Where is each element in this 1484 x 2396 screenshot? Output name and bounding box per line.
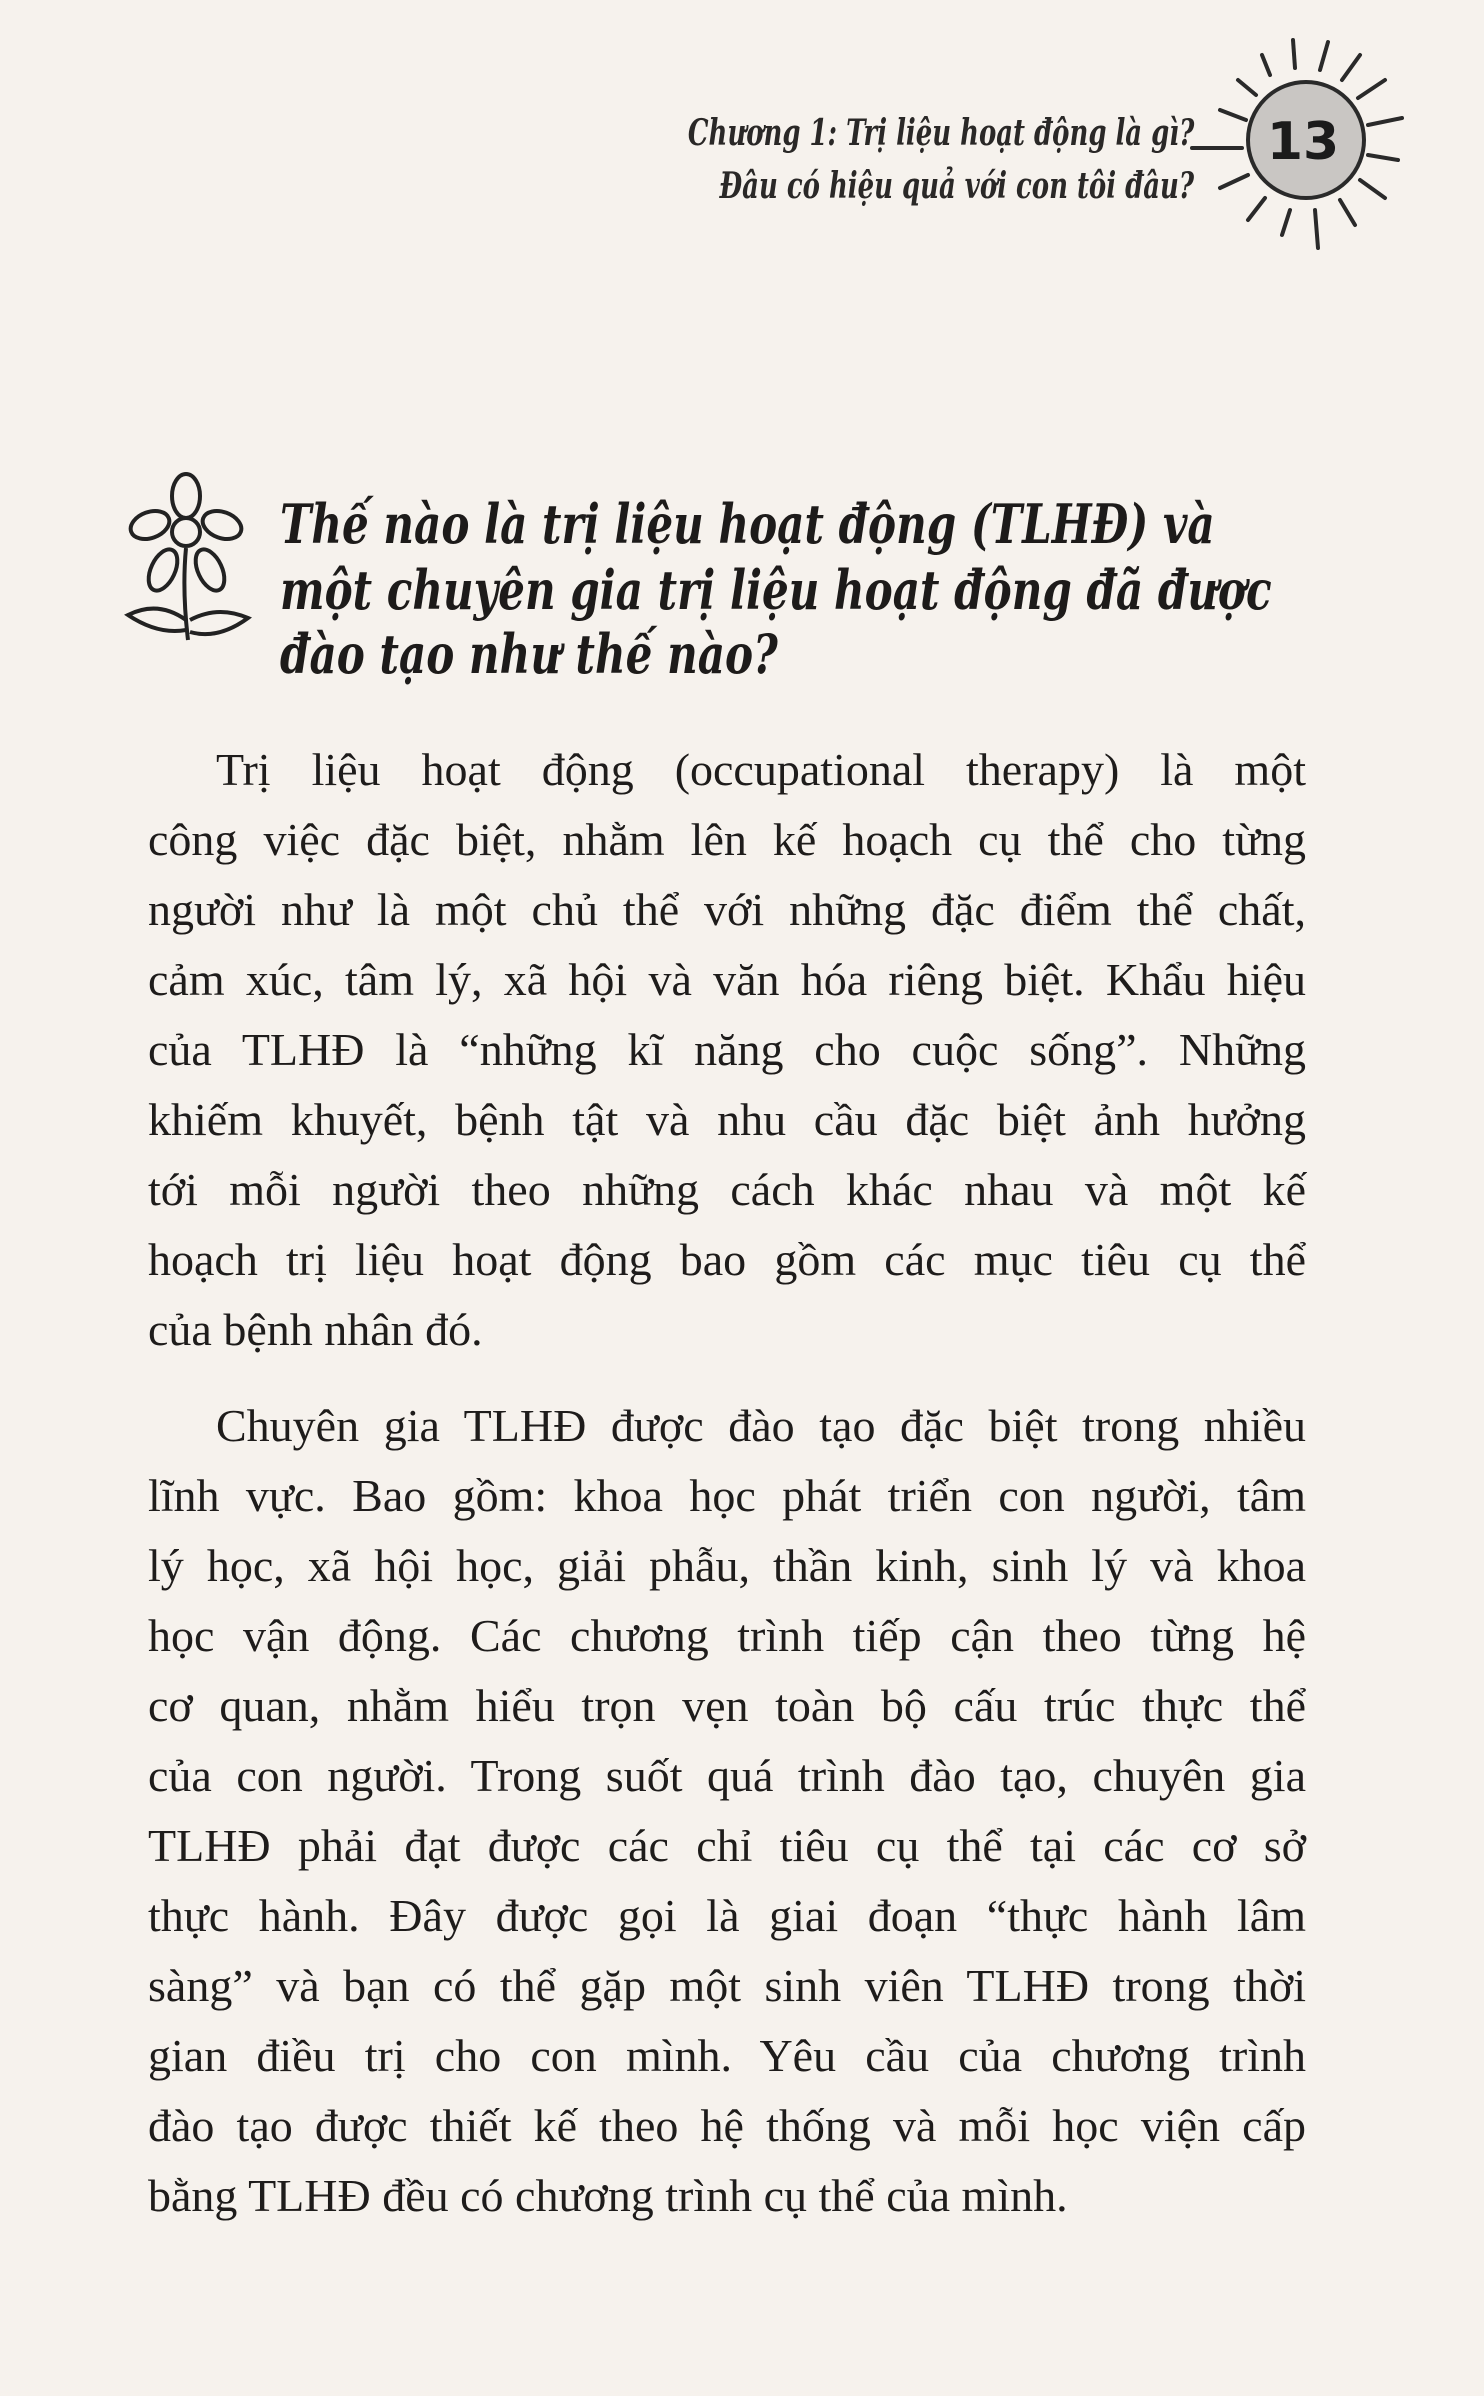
text-line: cảm xúc, tâm lý, xã hội và văn hóa riêng biệt. Khẩu hiệu <box>148 954 1306 1005</box>
text-line: của bệnh nhân đó. <box>148 1304 483 1355</box>
text-line: gian điều trị cho con mình. Yêu cầu của chương trình <box>148 2030 1306 2081</box>
text-line: công việc đặc biệt, nhằm lên kế hoạch cụ thể cho từng <box>148 814 1306 865</box>
text-line: của con người. Trong suốt quá trình đào tạo, chuyên gia <box>148 1750 1306 1801</box>
text-line: cơ quan, nhằm hiểu trọn vẹn toàn bộ cấu trúc thực thể <box>148 1680 1306 1731</box>
heading-line: Thế nào là trị liệu hoạt động (TLHĐ) và <box>280 492 1215 556</box>
heading-line: một chuyên gia trị liệu hoạt động đã được <box>280 558 1272 622</box>
text-line: của TLHĐ là “những kĩ năng cho cuộc sống”. Những <box>148 1024 1306 1075</box>
page-number: 13 <box>1266 112 1340 172</box>
text-line: hoạch trị liệu hoạt động bao gồm các mục tiêu cụ thể <box>148 1234 1306 1285</box>
text-line: bằng TLHĐ đều có chương trình cụ thể của mình. <box>148 2170 1068 2221</box>
text-line: TLHĐ phải đạt được các chỉ tiêu cụ thể tại các cơ sở <box>148 1820 1306 1871</box>
chapter-title-line-2: Đâu có hiệu quả với con tôi đâu? <box>719 165 1194 207</box>
text-line: Trị liệu hoạt động (occupational therapy) là một <box>216 744 1306 795</box>
heading-line: đào tạo như thế nào? <box>280 622 778 686</box>
text-line: sàng” và bạn có thể gặp một sinh viên TLHĐ trong thời <box>148 1960 1306 2011</box>
text-line: Chuyên gia TLHĐ được đào tạo đặc biệt trong nhiều <box>216 1400 1306 1451</box>
text-line: người như là một chủ thể với những đặc điểm thể chất, <box>148 884 1306 935</box>
text-line: lý học, xã hội học, giải phẫu, thần kinh, sinh lý và khoa <box>148 1540 1306 1591</box>
chapter-title-line-1: Chương 1: Trị liệu hoạt động là gì? <box>687 112 1194 154</box>
flower-icon <box>118 470 258 650</box>
text-line: học vận động. Các chương trình tiếp cận theo từng hệ <box>148 1610 1306 1661</box>
text-line: tới mỗi người theo những cách khác nhau và một kế <box>148 1164 1306 1215</box>
text-line: khiếm khuyết, bệnh tật và nhu cầu đặc biệt ảnh hưởng <box>148 1094 1306 1145</box>
text-line: đào tạo được thiết kế theo hệ thống và mỗi học viện cấp <box>148 2100 1306 2151</box>
text-line: lĩnh vực. Bao gồm: khoa học phát triển con người, tâm <box>148 1470 1306 1521</box>
text-line: thực hành. Đây được gọi là giai đoạn “thực hành lâm <box>148 1890 1306 1941</box>
